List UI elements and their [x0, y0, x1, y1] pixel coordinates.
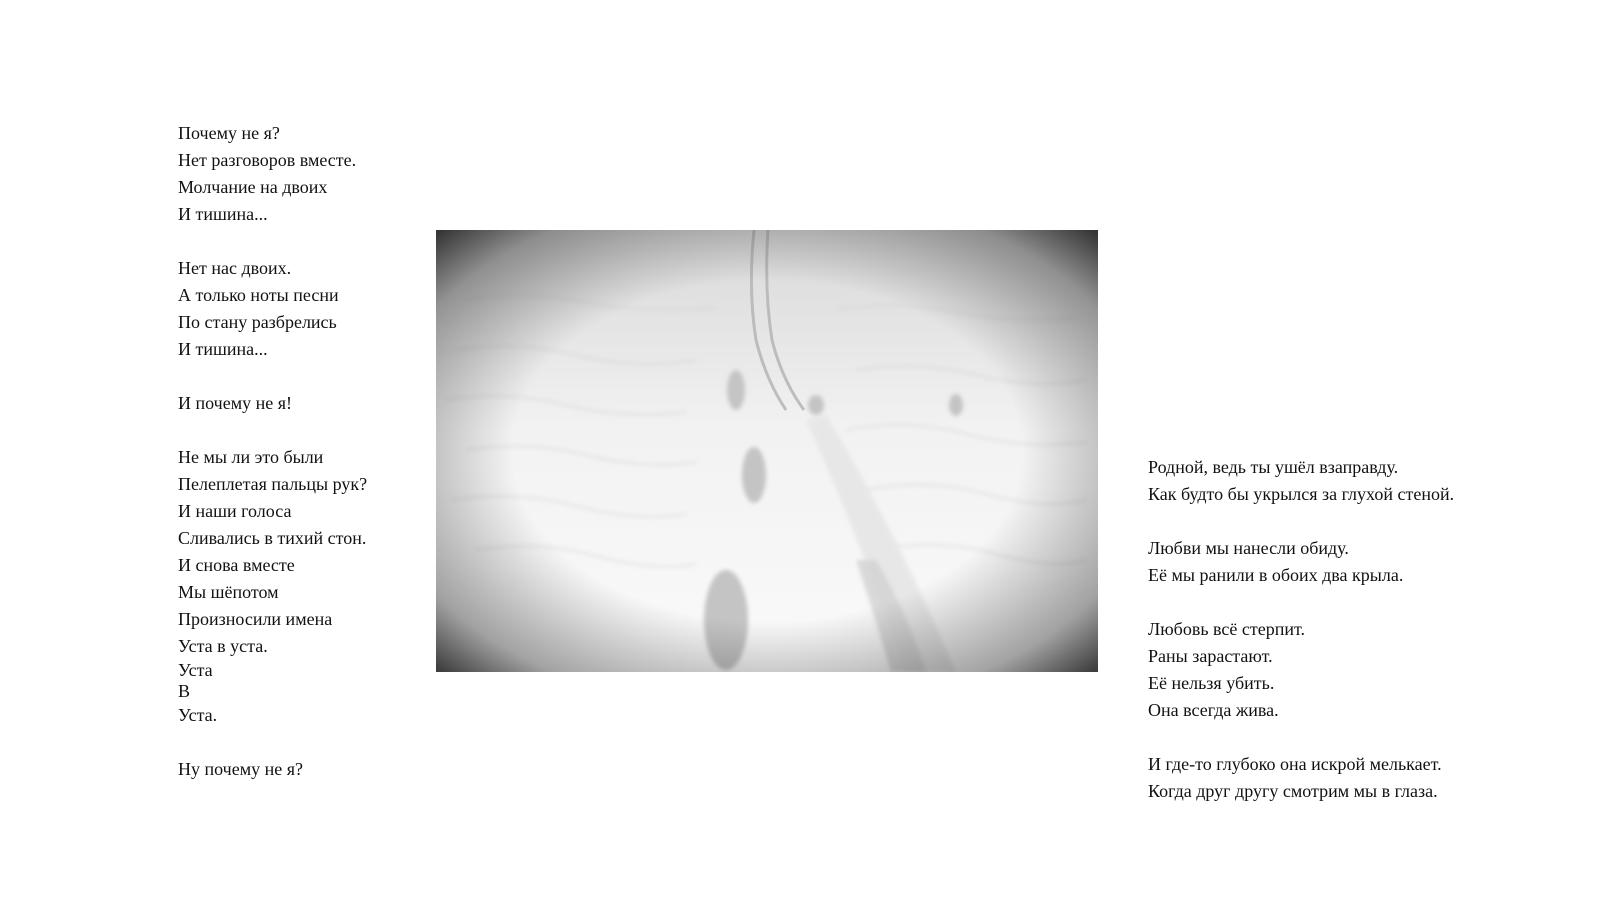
- poem-line: Родной, ведь ты ушёл взаправду.: [1148, 457, 1399, 477]
- poem-line: И где-то глубоко она искрой мелькает.: [1148, 754, 1442, 774]
- stanza-gap: [178, 228, 367, 255]
- stanza-gap: [1148, 508, 1454, 535]
- stanza-gap: [178, 729, 367, 756]
- poem-line: И снова вместе: [178, 555, 295, 575]
- poem-line: Любовь всё стерпит.: [1148, 619, 1306, 639]
- poem-line: Мы шёпотом: [178, 582, 279, 602]
- stanza-gap: [1148, 724, 1454, 751]
- poem-line: В: [178, 681, 191, 701]
- poem-line: Раны зарастают.: [1148, 646, 1273, 666]
- stanza-gap: [1148, 589, 1454, 616]
- poem-line: Сливались в тихий стон.: [178, 528, 367, 548]
- poem-line: И наши голоса: [178, 501, 292, 521]
- poem-line: Её мы ранили в обоих два крыла.: [1148, 565, 1404, 585]
- poem-line: По стану разбрелись: [178, 312, 337, 332]
- poem-left: [178, 120, 367, 783]
- poem-line: Она всегда жива.: [1148, 700, 1279, 720]
- poem-line: Не мы ли это были: [178, 447, 324, 467]
- poem-line: Уста в уста.: [178, 636, 268, 656]
- poem-line: И тишина...: [178, 339, 268, 359]
- stanza-gap: [178, 417, 367, 444]
- poem-right: [1148, 454, 1454, 805]
- poem-line: Уста.: [178, 705, 218, 725]
- poem-line: Нет нас двоих.: [178, 258, 292, 278]
- poem-line: Её нельзя убить.: [1148, 673, 1275, 693]
- poem-line: Уста: [178, 660, 213, 680]
- poem-line: Молчание на двоих: [178, 177, 328, 197]
- poem-line: Нет разговоров вместе.: [178, 150, 357, 170]
- poem-line: Почему не я?: [178, 123, 280, 143]
- poem-line: Как будто бы укрылся за глухой стеной.: [1148, 484, 1455, 504]
- poem-line: Пелеплетая пальцы рук?: [178, 474, 368, 494]
- poem-line: Произносили имена: [178, 609, 333, 629]
- stanza-gap: [178, 363, 367, 390]
- snow-footprints-photo: [436, 230, 1098, 672]
- poem-line: Когда друг другу смотрим мы в глаза.: [1148, 781, 1438, 801]
- poem-line: И тишина...: [178, 204, 268, 224]
- poem-line: Любви мы нанесли обиду.: [1148, 538, 1349, 558]
- snow-footprints-image: [436, 230, 1098, 672]
- poem-line: Ну почему не я?: [178, 759, 303, 779]
- poem-line: И почему не я!: [178, 393, 292, 413]
- poem-line: А только ноты песни: [178, 285, 339, 305]
